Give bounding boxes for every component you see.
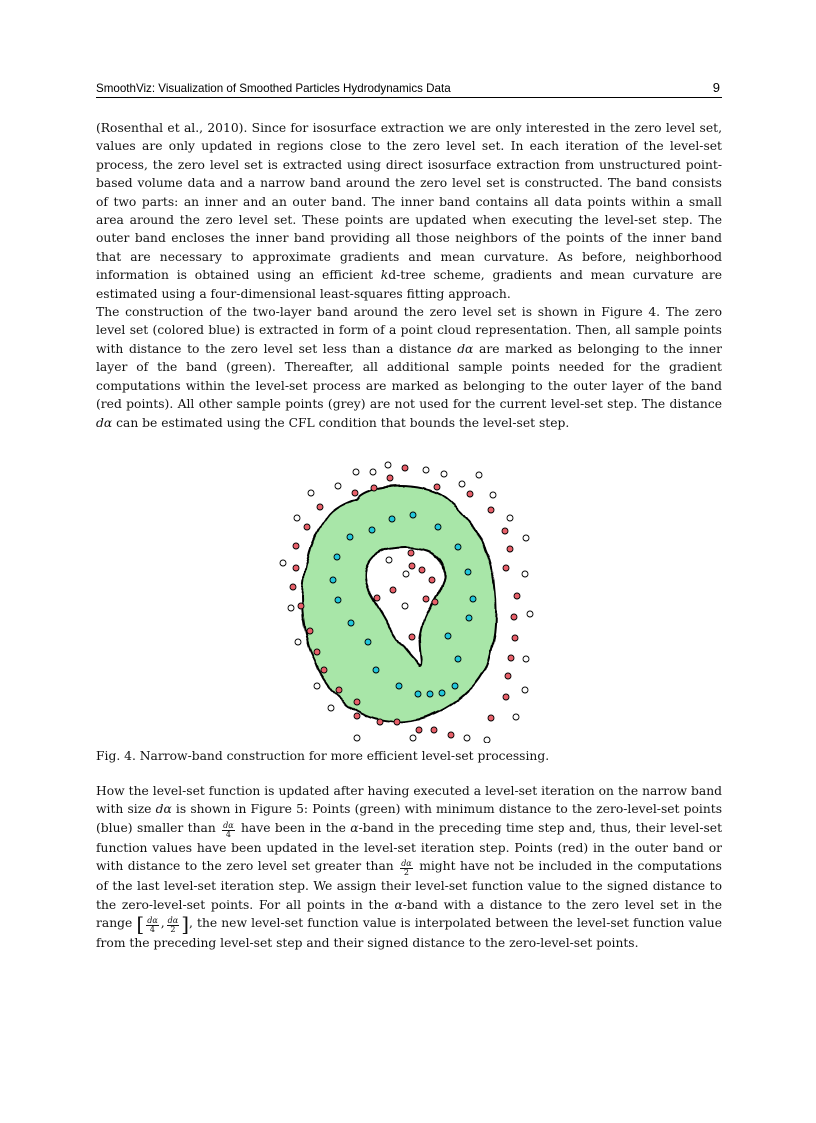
- paragraph-1: (Rosenthal et al., 2010). Since for isosurface extraction we are only interested in the zero level set, values are only updated in regions close to the zero level set. In each iteration of the level-set process, the zero level set is extracted using direct isosurface extraction from unstructured point-based volume data and a narrow band around the zero level set is constructed. The band consists of two parts: an inner and an outer band. The inner band contains all data points within a small area around the zero level set. These points are updated when executing the level-set step. The outer band encloses the inner band providing all those neighbors of the points of the inner band that are necessary to approximate gradients and mean curvature. As before, neighborhood information is obtained using an efficient kd-tree scheme, gradients and mean curvature are estimated using a four-dimensional least-squares fitting approach.: [96, 121, 722, 301]
- fraction-d-alpha-over-4: $\frac{d\alpha}{4}$: [223, 820, 234, 839]
- grey-sample-point: [403, 571, 409, 577]
- grey-sample-point: [354, 735, 360, 741]
- outer-band-point: [290, 584, 296, 590]
- outer-band-point: [507, 546, 513, 552]
- outer-band-point: [423, 596, 429, 602]
- outer-band-point: [336, 687, 342, 693]
- outer-band-point: [448, 732, 454, 738]
- grey-sample-point: [288, 605, 294, 611]
- page-number: 9: [712, 80, 720, 95]
- paragraph-2: The construction of the two-layer band around the zero level set is shown in Figure 4. The zero level set (colored blue) is extracted in form of a point cloud representation. Then, all sample points with distance to the zero level set less than a distance dα are marked as belonging to the inner layer of the band (green). Thereafter, all additional sample points needed for the gradient computations within the level-set process are marked as belonging to the outer layer of the band (red points). All other sample points (grey) are not used for the current level-set step. The distance dα can be estimated using the CFL condition that bounds the level-set step.: [96, 305, 722, 430]
- grey-sample-point: [513, 714, 519, 720]
- body-text-top: [96, 119, 722, 432]
- zero-level-set-point: [365, 639, 371, 645]
- outer-band-point: [488, 507, 494, 513]
- outer-band-point: [321, 667, 327, 673]
- grey-sample-point: [335, 483, 341, 489]
- zero-level-set-point: [439, 690, 445, 696]
- grey-sample-point: [459, 481, 465, 487]
- grey-sample-point: [490, 492, 496, 498]
- fraction-d-alpha-over-2: $\frac{d\alpha}{2}$: [167, 916, 179, 935]
- outer-band-point: [352, 490, 358, 496]
- zero-level-set-point: [452, 683, 458, 689]
- zero-level-set-point: [470, 596, 476, 602]
- outer-band-point: [431, 727, 437, 733]
- zero-level-set-point: [373, 667, 379, 673]
- figure-caption: Fig. 4. Narrow-band construction for more efficient level-set processing.: [96, 749, 550, 763]
- zero-level-set-point: [445, 633, 451, 639]
- header-title: SmoothViz: Visualization of Smoothed Particles Hydrodynamics Data: [96, 82, 451, 95]
- d-alpha-symbol: dα: [96, 415, 113, 430]
- d-alpha-symbol: dα: [457, 341, 474, 356]
- zero-level-set-point: [415, 691, 421, 697]
- outer-band-point: [314, 649, 320, 655]
- running-header: [96, 80, 722, 98]
- outer-band-point: [505, 673, 511, 679]
- grey-sample-point: [523, 656, 529, 662]
- outer-band-point: [377, 719, 383, 725]
- zero-level-set-point: [410, 512, 416, 518]
- outer-band-point: [488, 715, 494, 721]
- outer-band-point: [374, 595, 380, 601]
- outer-band-point: [429, 577, 435, 583]
- grey-sample-point: [386, 557, 392, 563]
- outer-band-point: [467, 491, 473, 497]
- outer-band-point: [432, 599, 438, 605]
- grey-sample-point: [280, 560, 286, 566]
- fraction-d-alpha-over-4: $\frac{d\alpha}{4}$: [147, 916, 158, 935]
- range-bracket-close: ]: [181, 912, 189, 937]
- grey-sample-point: [370, 469, 376, 475]
- outer-band-point: [293, 565, 299, 571]
- outer-band-point: [354, 713, 360, 719]
- outer-band-point: [434, 484, 440, 490]
- grey-sample-point: [385, 462, 391, 468]
- grey-sample-point: [295, 639, 301, 645]
- outer-band-point: [514, 593, 520, 599]
- outer-band-point: [503, 694, 509, 700]
- outer-band-point: [298, 603, 304, 609]
- paragraph-3: How the level-set function is updated after having executed a level-set iteration on the narrow band with size dα is shown in Figure 5: Points (green) with minimum distance to the zero-level-set points (blue) smaller than $\frac{d\alpha}{4}$ have been in the α-band in the preceding time step and, thus, their level-set function values have been updated in the level-set iteration step. Points (red) in the outer band or with distance to the zero level set greater than $\frac{d\alpha}{2}$ might have not be included in the computations of the last level-set iteration step. We assign their level-set function value to the signed distance to the zero-level-set points. For all points in the α-band with a distance to the zero level set in the range [ $\frac{d\alpha}{4}$ , $\frac{d\alpha}{2}$ ], the new level-set function value is interpolated between the level-set function value from the preceding level-set step and their signed distance to the zero-level-set points.: [96, 784, 723, 951]
- grey-sample-point: [353, 469, 359, 475]
- outer-band-point: [402, 465, 408, 471]
- grey-sample-point: [410, 735, 416, 741]
- grey-sample-point: [507, 515, 513, 521]
- zero-level-set-point: [396, 683, 402, 689]
- grey-sample-point: [308, 490, 314, 496]
- outer-band-point: [511, 614, 517, 620]
- grey-sample-point: [522, 687, 528, 693]
- outer-band-point: [390, 587, 396, 593]
- grey-sample-point: [484, 737, 490, 743]
- grey-sample-point: [294, 515, 300, 521]
- fraction-d-alpha-over-2: $\frac{d\alpha}{2}$: [401, 859, 412, 878]
- outer-band-point: [354, 699, 360, 705]
- zero-level-set-point: [334, 554, 340, 560]
- outer-band-point: [387, 475, 393, 481]
- outer-band-point: [508, 655, 514, 661]
- zero-level-set-point: [465, 569, 471, 575]
- figure-4-narrow-band: [272, 458, 542, 743]
- outer-band-point: [304, 524, 310, 530]
- zero-level-set-point: [347, 534, 353, 540]
- grey-sample-point: [522, 571, 528, 577]
- zero-level-set-point: [369, 527, 375, 533]
- outer-band-point: [408, 550, 414, 556]
- zero-level-set-point: [466, 615, 472, 621]
- body-text-bottom: [96, 782, 722, 952]
- grey-sample-point: [328, 705, 334, 711]
- outer-band-point: [293, 543, 299, 549]
- outer-band-point: [512, 635, 518, 641]
- outer-band-point: [409, 634, 415, 640]
- zero-level-set-point: [427, 691, 433, 697]
- outer-band-point: [502, 528, 508, 534]
- zero-level-set-point: [389, 516, 395, 522]
- zero-level-set-point: [335, 597, 341, 603]
- outer-band-point: [503, 565, 509, 571]
- outer-band-point: [317, 504, 323, 510]
- grey-sample-point: [464, 735, 470, 741]
- alpha-symbol: α: [350, 820, 359, 835]
- grey-sample-point: [423, 467, 429, 473]
- zero-level-set-point: [435, 524, 441, 530]
- outer-band-point: [419, 567, 425, 573]
- grey-sample-point: [523, 535, 529, 541]
- grey-sample-point: [527, 611, 533, 617]
- zero-level-set-point: [330, 577, 336, 583]
- outer-band-point: [394, 719, 400, 725]
- range-bracket-open: [: [136, 912, 145, 937]
- grey-sample-point: [441, 471, 447, 477]
- grey-sample-point: [314, 683, 320, 689]
- alpha-symbol: α: [394, 897, 403, 912]
- outer-band-point: [307, 628, 313, 634]
- d-alpha-symbol: dα: [155, 802, 172, 817]
- zero-level-set-point: [455, 544, 461, 550]
- outer-band-point: [371, 485, 377, 491]
- outer-band-point: [409, 563, 415, 569]
- grey-sample-point: [402, 603, 408, 609]
- zero-level-set-point: [348, 620, 354, 626]
- grey-sample-point: [476, 472, 482, 478]
- outer-band-point: [416, 727, 422, 733]
- zero-level-set-point: [455, 656, 461, 662]
